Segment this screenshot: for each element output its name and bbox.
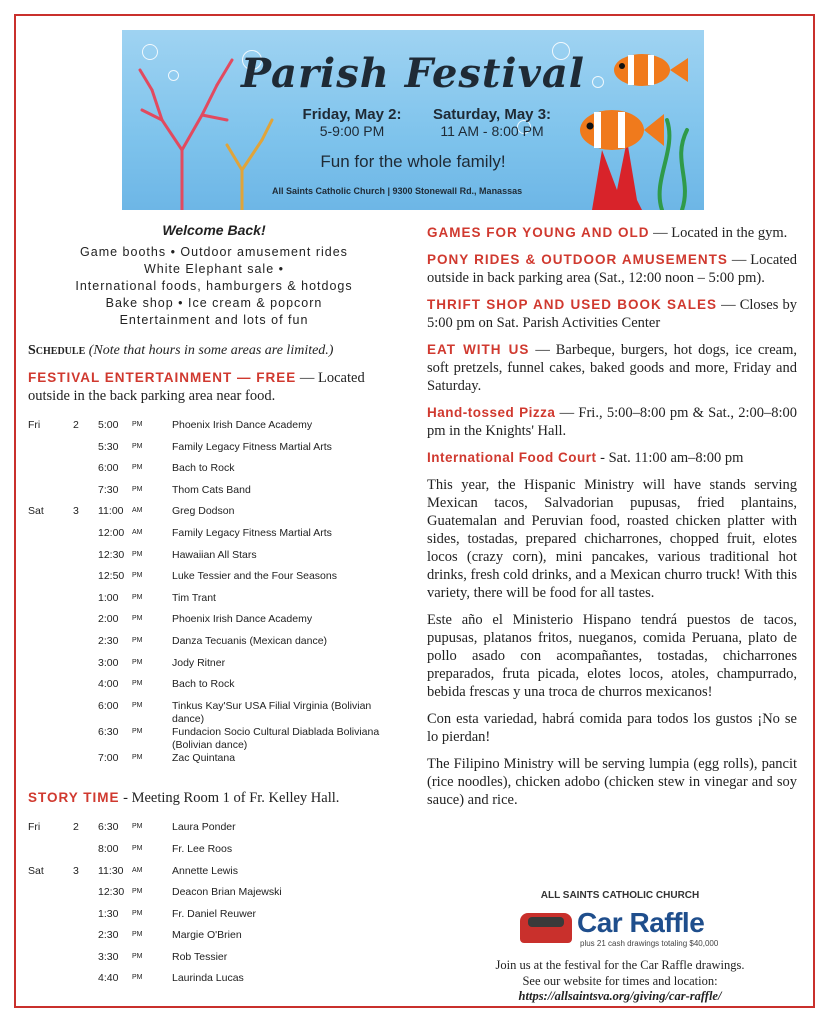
day-cell: Fri bbox=[28, 821, 41, 834]
schedule-row bbox=[28, 752, 400, 774]
day-cell bbox=[28, 635, 73, 657]
spanish-paragraph: Este año el Ministerio Hispano tendrá puestos de tacos, pupusas, platanos fritos, nueganos, comida Peruana, plato de pollo asado con acompañantes, tostadas, chicharrones preparados, fruta picada, elotes locos, atoles, champurrado, bebida frescas y una troca de churros mexicanos! bbox=[427, 612, 797, 700]
date-cell bbox=[73, 549, 98, 571]
day-cell bbox=[28, 549, 73, 571]
schedule-note-text: (Note that hours in some areas are limited.) bbox=[88, 343, 334, 358]
schedule-row bbox=[28, 441, 400, 463]
day-cell bbox=[28, 951, 73, 973]
schedule-note bbox=[28, 343, 400, 359]
schedule-row bbox=[28, 657, 400, 679]
time-cell: 8:00 bbox=[98, 842, 119, 855]
thrift-text: — Closes by 5:00 pm on Sat. Parish Activities Center bbox=[427, 297, 798, 331]
date-cell bbox=[73, 752, 98, 774]
friday-schedule bbox=[272, 106, 432, 139]
date-cell bbox=[73, 726, 98, 752]
day-cell bbox=[28, 752, 73, 774]
act-cell: Family Legacy Fitness Martial Arts bbox=[172, 526, 332, 539]
ampm-cell: PM bbox=[132, 572, 143, 580]
act-cell: Hawaiian All Stars bbox=[172, 548, 257, 561]
ampm-cell: PM bbox=[132, 464, 143, 472]
entertainment-text: — Located outside in the back parking area near food. bbox=[28, 370, 365, 404]
story-section bbox=[28, 789, 400, 807]
act-cell: Zac Quintana bbox=[172, 751, 236, 764]
car-raffle-logo bbox=[455, 905, 785, 951]
date-cell: 2 bbox=[73, 821, 79, 834]
pizza-text: — Fri., 5:00–8:00 pm & Sat., 2:00–8:00 pm in the Knights' Hall. bbox=[427, 405, 798, 439]
day-cell bbox=[28, 441, 73, 463]
day-cell bbox=[28, 886, 73, 908]
act-cell: Phoenix Irish Dance Academy bbox=[172, 613, 313, 626]
ampm-cell: PM bbox=[132, 727, 143, 735]
time-cell: 11:00 bbox=[98, 505, 124, 518]
date-cell: 3 bbox=[73, 505, 79, 518]
raffle-org: ALL SAINTS CATHOLIC CHURCH bbox=[540, 890, 700, 901]
act-cell: Rob Tessier bbox=[172, 950, 228, 963]
time-cell: 7:00 bbox=[98, 751, 119, 764]
schedule-row bbox=[28, 886, 400, 908]
games-heading: GAMES FOR YOUNG AND OLD bbox=[427, 225, 650, 240]
time-cell: 6:30 bbox=[98, 821, 119, 834]
day-cell bbox=[28, 700, 73, 726]
raffle-url[interactable]: https://allsaintsva.org/giving/car-raffle/ bbox=[518, 989, 722, 1003]
act-cell: Fr. Lee Roos bbox=[172, 842, 233, 855]
ampm-cell: PM bbox=[132, 421, 143, 428]
date-cell bbox=[73, 570, 98, 592]
welcome-line: Bake shop • Ice cream & popcorn bbox=[105, 296, 323, 310]
entertainment-heading: FESTIVAL ENTERTAINMENT — FREE bbox=[28, 370, 297, 385]
ampm-cell: PM bbox=[132, 442, 143, 450]
raffle-subtitle: plus 21 cash drawings totaling $40,000 bbox=[580, 939, 719, 948]
schedule-row bbox=[28, 908, 400, 930]
date-cell bbox=[73, 972, 98, 994]
games-text: — Located in the gym. bbox=[649, 225, 788, 241]
thrift-heading: THRIFT SHOP AND USED BOOK SALES bbox=[427, 297, 717, 312]
pony-text: — Located outside in back parking area (Sat., 12:00 noon – 5:00 pm). bbox=[427, 252, 797, 286]
act-cell: Fundacion Socio Cultural Diablada Boliviana (Bolivian dance) bbox=[172, 725, 380, 751]
date-cell: 2 bbox=[73, 419, 79, 431]
time-cell: 4:00 bbox=[98, 678, 119, 691]
act-cell: Thom Cats Band bbox=[172, 483, 251, 496]
time-cell: 11:30 bbox=[98, 864, 124, 877]
right-column bbox=[427, 224, 797, 818]
hispanic-paragraph: This year, the Hispanic Ministry will have stands serving Mexican tacos, Salvadorian pupusas, fried plantains, Guatemalan and Peruvian food, roasted chicken platter with sides, tostadas, prepared chicharrones, chopped fruit, elotes locos (crazy corn), mini pancakes, various traditional hot drinks, fresh cold drinks, and a Mexican churro truck! With this variety, there will be food for all tastes. bbox=[427, 477, 797, 601]
day-cell bbox=[28, 570, 73, 592]
schedule-row bbox=[28, 592, 400, 614]
date-cell bbox=[73, 635, 98, 657]
ampm-cell: PM bbox=[132, 844, 143, 852]
entertainment-table bbox=[28, 419, 400, 773]
raffle-line-2: See our website for times and location: bbox=[522, 974, 718, 988]
day-cell bbox=[28, 972, 73, 994]
act-cell: Greg Dodson bbox=[172, 505, 235, 518]
time-cell: 5:30 bbox=[98, 440, 119, 453]
filipino-paragraph: The Filipino Ministry will be serving lumpia (egg rolls), pancit (rice noodles), chicken adobo (chicken stew in vinegar and soy sauce) and rice. bbox=[427, 756, 797, 808]
saturday-label: Saturday, May 3: bbox=[432, 106, 552, 123]
time-cell: 5:00 bbox=[98, 419, 119, 431]
eat-section bbox=[427, 341, 797, 395]
schedule-label: Schedule bbox=[28, 343, 86, 358]
pizza-section bbox=[427, 404, 797, 440]
date-cell bbox=[73, 441, 98, 463]
story-heading: STORY TIME bbox=[28, 790, 120, 806]
day-cell bbox=[28, 726, 73, 752]
date-cell bbox=[73, 527, 98, 549]
ampm-cell: PM bbox=[132, 658, 143, 666]
games-section bbox=[427, 224, 797, 242]
day-cell: Sat bbox=[28, 864, 44, 877]
welcome-heading: Welcome Back! bbox=[162, 222, 266, 238]
time-cell: 4:40 bbox=[98, 972, 119, 985]
day-cell bbox=[28, 843, 73, 865]
ampm-cell: PM bbox=[132, 593, 143, 601]
friday-label: Friday, May 2: bbox=[302, 106, 402, 123]
schedule-row bbox=[28, 462, 400, 484]
schedule-row bbox=[28, 570, 400, 592]
day-cell bbox=[28, 678, 73, 700]
date-cell bbox=[73, 951, 98, 973]
thrift-section bbox=[427, 296, 797, 332]
schedule-row bbox=[28, 613, 400, 635]
date-cell bbox=[73, 700, 98, 726]
date-cell bbox=[73, 613, 98, 635]
act-cell: Danza Tecuanis (Mexican dance) bbox=[172, 634, 328, 647]
intl-section bbox=[427, 449, 797, 467]
pizza-heading: Hand-tossed Pizza bbox=[427, 405, 556, 420]
day-cell bbox=[28, 657, 73, 679]
date-cell bbox=[73, 929, 98, 951]
schedule-row bbox=[28, 678, 400, 700]
banner-tagline: Fun for the whole family! bbox=[320, 152, 506, 171]
ampm-cell: PM bbox=[132, 680, 143, 688]
eat-heading: EAT WITH US bbox=[427, 342, 530, 357]
raffle-line-1: Join us at the festival for the Car Raffle drawings. bbox=[495, 958, 745, 972]
act-cell: Jody Ritner bbox=[172, 656, 226, 669]
act-cell: Laura Ponder bbox=[172, 821, 236, 834]
spanish-closing: Con esta variedad, habrá comida para todos los gustos ¡No se lo pierdan! bbox=[427, 711, 797, 745]
date-cell bbox=[73, 843, 98, 865]
ampm-cell: PM bbox=[132, 753, 143, 761]
pony-heading: PONY RIDES & OUTDOOR AMUSEMENTS bbox=[427, 252, 728, 267]
saturday-schedule bbox=[412, 106, 572, 139]
ampm-cell: PM bbox=[132, 909, 143, 917]
schedule-row bbox=[28, 505, 400, 527]
time-cell: 6:00 bbox=[98, 462, 119, 475]
welcome-block bbox=[28, 222, 400, 329]
schedule-row bbox=[28, 726, 400, 752]
welcome-line: International foods, hamburgers & hotdogs bbox=[75, 279, 353, 293]
intl-text: - Sat. 11:00 am–8:00 pm bbox=[596, 450, 744, 466]
raffle-logo-text: Car Raffle bbox=[577, 907, 705, 938]
time-cell: 12:00 bbox=[98, 526, 125, 539]
ampm-cell: PM bbox=[132, 550, 143, 558]
time-cell: 12:50 bbox=[98, 570, 125, 583]
schedule-row bbox=[28, 700, 400, 726]
intl-heading: International Food Court bbox=[427, 450, 597, 465]
car-raffle-block bbox=[455, 890, 785, 1004]
time-cell: 2:00 bbox=[98, 613, 119, 626]
schedule-row bbox=[28, 843, 400, 865]
act-cell: Tim Trant bbox=[172, 591, 216, 604]
ampm-cell: PM bbox=[132, 485, 143, 493]
schedule-row bbox=[28, 419, 400, 441]
schedule-row bbox=[28, 821, 400, 843]
time-cell: 12:30 bbox=[98, 548, 125, 561]
ampm-cell: PM bbox=[132, 823, 143, 831]
schedule-row bbox=[28, 972, 400, 994]
ampm-cell: PM bbox=[132, 931, 143, 939]
act-cell: Laurinda Lucas bbox=[172, 972, 244, 985]
day-cell bbox=[28, 592, 73, 614]
schedule-row bbox=[28, 865, 400, 887]
time-cell: 12:30 bbox=[98, 886, 125, 899]
welcome-line: White Elephant sale • bbox=[143, 262, 285, 276]
day-cell bbox=[28, 527, 73, 549]
ampm-cell: PM bbox=[132, 701, 143, 709]
banner-address: All Saints Catholic Church | 9300 Stonewall Rd., Manassas bbox=[272, 186, 523, 196]
friday-time: 5-9:00 PM bbox=[319, 123, 385, 139]
act-cell: Deacon Brian Majewski bbox=[172, 886, 282, 899]
day-cell: Fri bbox=[28, 419, 41, 431]
date-cell bbox=[73, 678, 98, 700]
ampm-cell: AM bbox=[132, 507, 143, 515]
act-cell: Family Legacy Fitness Martial Arts bbox=[172, 440, 332, 453]
day-cell bbox=[28, 929, 73, 951]
left-column bbox=[28, 222, 400, 994]
act-cell: Fr. Daniel Reuwer bbox=[172, 907, 257, 920]
act-cell: Bach to Rock bbox=[172, 462, 235, 475]
time-cell: 1:00 bbox=[98, 591, 119, 604]
eat-text: — Barbeque, burgers, hot dogs, ice cream, soft pretzels, funnel cakes, baked goods and more, Friday and Saturday. bbox=[427, 342, 797, 394]
ampm-cell: PM bbox=[132, 636, 143, 644]
act-cell: Phoenix Irish Dance Academy bbox=[172, 419, 313, 431]
car-icon bbox=[520, 913, 572, 943]
welcome-line: Game booths • Outdoor amusement rides bbox=[80, 245, 348, 259]
schedule-row bbox=[28, 951, 400, 973]
act-cell: Tinkus Kay'Sur USA Filial Virginia (Bolivian dance) bbox=[172, 699, 372, 725]
pony-section bbox=[427, 251, 797, 287]
story-table bbox=[28, 821, 400, 994]
date-cell bbox=[73, 484, 98, 506]
date-cell bbox=[73, 886, 98, 908]
entertainment-section bbox=[28, 369, 400, 405]
ampm-cell: AM bbox=[132, 528, 143, 536]
act-cell: Margie O'Brien bbox=[172, 929, 242, 942]
time-cell: 2:30 bbox=[98, 634, 119, 647]
time-cell: 3:00 bbox=[98, 656, 119, 669]
time-cell: 6:30 bbox=[98, 725, 119, 738]
ampm-cell: AM bbox=[132, 866, 143, 874]
clownfish-icon bbox=[580, 110, 664, 150]
schedule-row bbox=[28, 549, 400, 571]
day-cell bbox=[28, 462, 73, 484]
time-cell: 3:30 bbox=[98, 950, 119, 963]
festival-banner bbox=[122, 30, 704, 210]
ampm-cell: PM bbox=[132, 615, 143, 623]
schedule-row bbox=[28, 929, 400, 951]
act-cell: Bach to Rock bbox=[172, 678, 235, 691]
date-cell bbox=[73, 908, 98, 930]
day-cell bbox=[28, 484, 73, 506]
schedule-row bbox=[28, 527, 400, 549]
day-cell bbox=[28, 613, 73, 635]
time-cell: 1:30 bbox=[98, 907, 119, 920]
time-cell: 7:30 bbox=[98, 483, 119, 496]
time-cell: 2:30 bbox=[98, 929, 119, 942]
act-cell: Annette Lewis bbox=[172, 864, 238, 877]
date-cell bbox=[73, 592, 98, 614]
schedule-row bbox=[28, 635, 400, 657]
schedule-row bbox=[28, 484, 400, 506]
ampm-cell: PM bbox=[132, 974, 143, 982]
date-cell bbox=[73, 657, 98, 679]
banner-title: Parish Festival bbox=[241, 50, 585, 97]
ampm-cell: PM bbox=[132, 888, 143, 896]
ampm-cell: PM bbox=[132, 952, 143, 960]
saturday-time: 11 AM - 8:00 PM bbox=[440, 123, 544, 139]
story-text: - Meeting Room 1 of Fr. Kelley Hall. bbox=[119, 790, 340, 807]
welcome-line: Entertainment and lots of fun bbox=[119, 313, 309, 327]
time-cell: 6:00 bbox=[98, 699, 119, 712]
day-cell: Sat bbox=[28, 505, 44, 518]
date-cell: 3 bbox=[73, 864, 79, 877]
day-cell bbox=[28, 908, 73, 930]
act-cell: Luke Tessier and the Four Seasons bbox=[172, 570, 337, 583]
date-cell bbox=[73, 462, 98, 484]
